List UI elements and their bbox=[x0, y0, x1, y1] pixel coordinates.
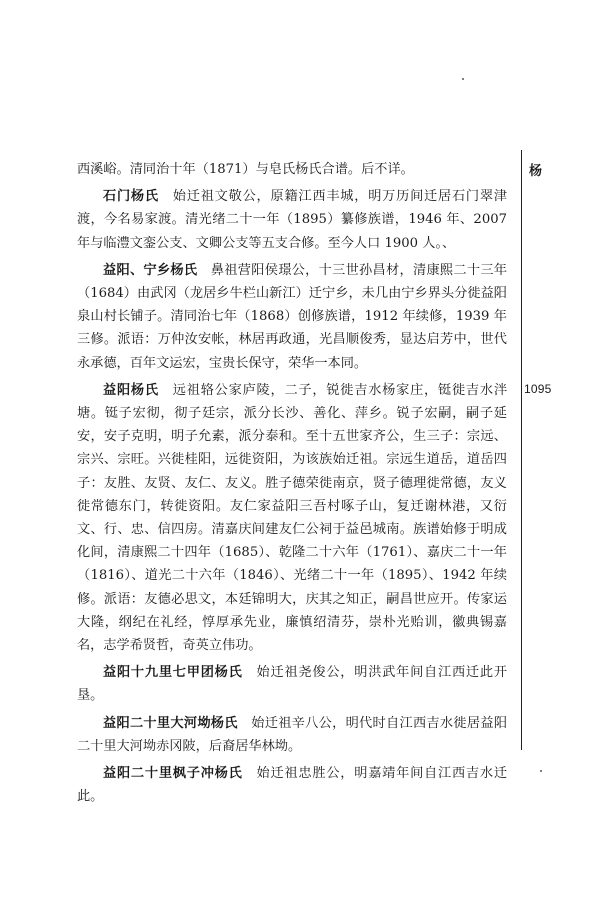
entry-text: 始迁祖尧俊公，明洪武年间自江西迁此开垦。 bbox=[77, 665, 508, 704]
scan-speck bbox=[462, 78, 464, 80]
margin-rule bbox=[521, 150, 522, 750]
entry-yiyang-19li-qijiatuan-yang bbox=[77, 661, 507, 707]
scan-speck bbox=[540, 770, 542, 772]
entry-yiyang-20li-fengzichong-yang bbox=[77, 762, 507, 808]
running-head: 杨 bbox=[529, 164, 543, 179]
page-number: 1095 bbox=[524, 382, 552, 396]
entry-text: 始迁祖忠胜公，明嘉靖年间自江西吉水迁此。 bbox=[77, 766, 508, 805]
entry-yiyang-yang bbox=[77, 379, 507, 657]
page-body bbox=[77, 158, 507, 812]
entry-heading: 益阳十九里七甲团杨氏 bbox=[103, 665, 243, 681]
entry-yiyang-20li-dahewa-yang bbox=[77, 712, 507, 758]
entry-heading: 益阳杨氏 bbox=[103, 382, 159, 398]
paragraph-text: 西溪峪。清同治十年（1871）与皂氏杨氏合谱。后不详。 bbox=[77, 162, 414, 177]
paragraph-continued bbox=[77, 158, 507, 181]
entry-heading: 石门杨氏 bbox=[103, 189, 159, 205]
entry-heading: 益阳二十里大河坳杨氏 bbox=[103, 715, 238, 731]
entry-heading: 益阳、宁乡杨氏 bbox=[103, 262, 198, 278]
entry-shimen-yang bbox=[77, 185, 507, 255]
entry-yiyang-ningxiang-yang bbox=[77, 259, 507, 375]
entry-text: 始迁祖辛八公，明代时自江西吉水徙居益阳二十里大河坳赤冈陂，后裔居华林坳。 bbox=[77, 715, 508, 754]
entry-text: 远祖辂公家庐陵，二子，锐徙吉水杨家庄，铤徙吉水泮塘。铤子宏彻，彻子廷宗，派分长沙、善化、萍乡。锐子宏嗣，嗣子延安，安子克明，明子允素，派分泰和。至十五世家齐公，生三子：宗远、宗兴、宗旺。兴徙桂阳，远徙资阳，为该族始迁祖。宗远生道岳，道岳四子：友胜、友贤、友仁、友义。胜子德荣徙南京，贤子德理徙常德，友义徙常德东门，转徙资阳。友仁家益阳三吾村啄子山，复迁谢林港，又衍文、行、忠、信四房。清嘉庆间建友仁公祠于益邑城南。族谱始修于明成化间，清康熙二十四年（1685）、乾隆二十六年（1761）、嘉庆二十一年（1816）、道光二十六年（1846）、光绪二十一年（1895）、1942 年续修。派语：友德必思文，本廷锦明大，庆其之知正，嗣昌世应开。传家运大隆，纲纪在礼经，惇厚承先业，廉慎绍清芬，崇朴光贻训，徽典锡嘉名，志学希贤哲，奇英立伟功。 bbox=[77, 382, 508, 654]
entry-text: 始迁祖文敬公，原籍江西丰城，明万历间迁居石门翠津渡，今名易家渡。清光绪二十一年（1895）纂修族谱，1946 年、2007 年与临澧文銮公支、文卿公支等五支合修。至今人口 1900 人。、 bbox=[77, 189, 508, 251]
entry-heading: 益阳二十里枫子冲杨氏 bbox=[103, 766, 243, 782]
entry-text: 鼻祖营阳侯璟公，十三世孙昌材，清康熙二十三年（1684）由武冈（龙居乡牛栏山新江）迁宁乡，未几由宁乡界头分徙益阳泉山村长铺子。清同治七年（1868）创修族谱，1912 年续修，1939 年三修。派语：万仲汝安帐，林居再政通，光昌顺俊秀，显达启芳中，世代永承德，百年文运宏，宝贵长保守，荣华一本同。 bbox=[77, 262, 508, 371]
